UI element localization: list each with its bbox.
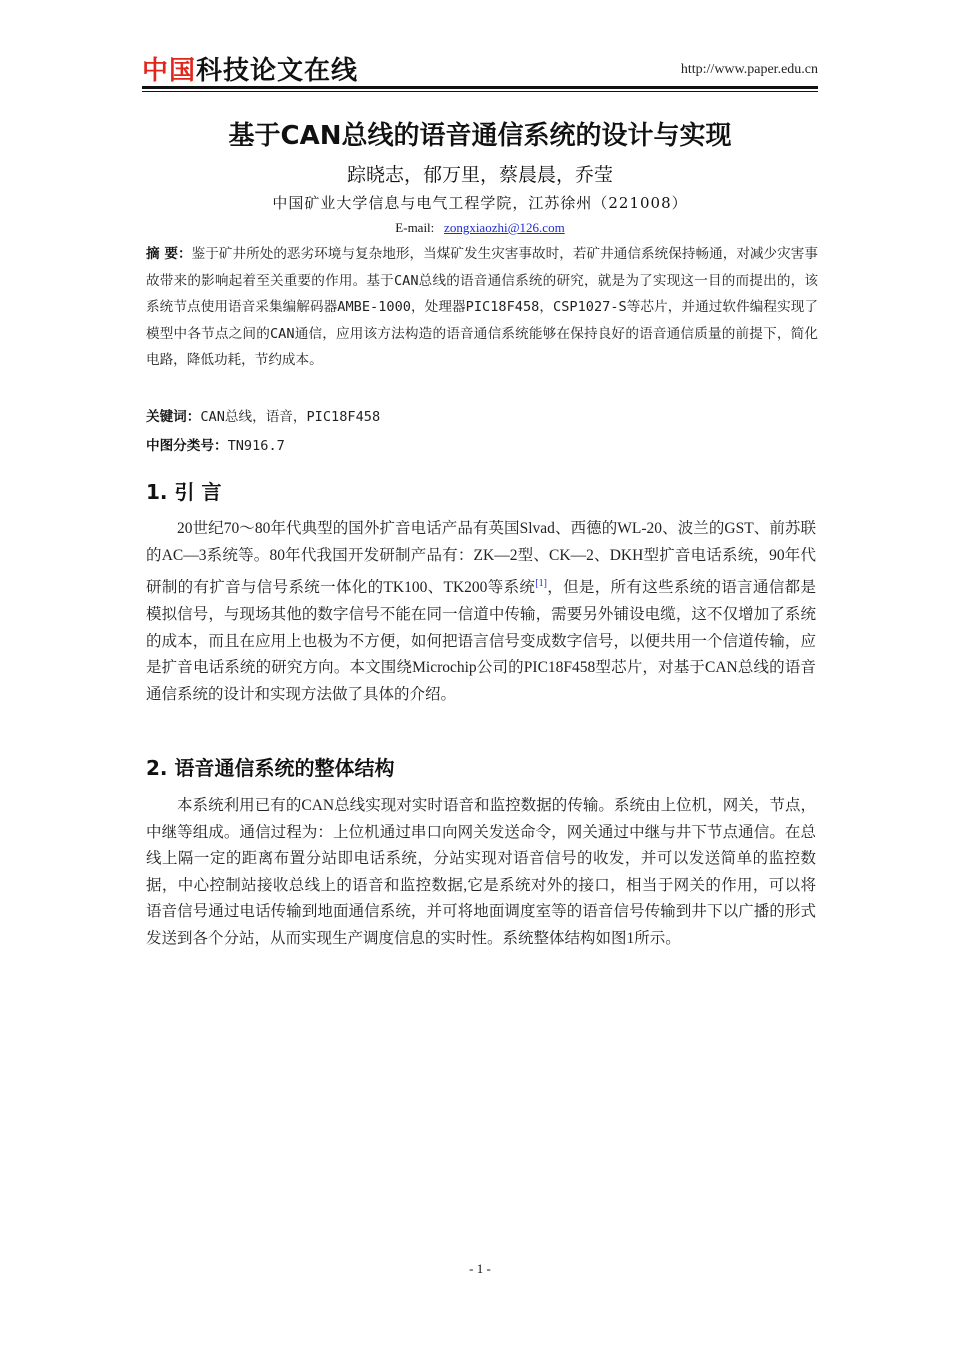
keywords-label: 关键词： <box>146 409 201 425</box>
paper-email <box>100 220 860 236</box>
email-link[interactable]: zongxiaozhi@126.com <box>444 220 565 235</box>
section-2-paragraph: 本系统利用已有的CAN总线实现对实时语音和监控数据的传输。系统由上位机，网关，节点，中继等组成。通信过程为：上位机通过串口向网关发送命令，网关通过中继与井下节点通信。在总线上隔一定的距离布置分站即电话系统，分站实现对语音信号的收发，并可以发送简单的监控数据，中心控制站接收总线上的语音和监控数据,它是系统对外的接口，相当于网关的作用，可以将语音信号通过电话传输到地面通信系统，并可将地面调度室等的语音信号传输到井下以广播的形式发送到各个分站，从而实现生产调度信息的实时性。系统整体结构如图1所示。 <box>146 797 816 947</box>
section-2-heading: 2. 语音通信系统的整体结构 <box>146 756 395 780</box>
header-url[interactable]: http://www.paper.edu.cn <box>680 62 818 77</box>
paper-affiliation: 中国矿业大学信息与电气工程学院，江苏徐州（221008） <box>272 194 688 212</box>
logo-red-text: 中国 <box>142 56 197 86</box>
page-number: - 1 - <box>469 1261 491 1276</box>
section-1-text-b: ，但是，所有这些系统的语言通信都是模拟信号，与现场其他的数字信号不能在同一信道中传输，需要另外铺设电缆，这不仅增加了系统的成本，而且在应用上也极为不方便，如何把语言信号变成数字信号，以便共用一个信道传输，应是扩音电话系统的研究方向。本文围绕Microchip公司的PIC18F458型芯片，对基于CAN总线的语音通信系统的设计和实现方法做了具体的介绍。 <box>146 579 816 703</box>
abstract-label: 摘 要： <box>146 246 192 262</box>
logo-black-text: 科技论文在线 <box>196 56 359 86</box>
site-logo <box>142 50 358 87</box>
classification-label: 中图分类号： <box>146 438 228 454</box>
header-rule-thin <box>142 91 818 92</box>
abstract <box>146 241 818 374</box>
reference-link[interactable]: [1] <box>535 578 547 590</box>
classification <box>146 434 285 454</box>
classification-text: TN916.7 <box>227 438 285 454</box>
section-1-heading: 1. 引 言 <box>146 480 222 504</box>
abstract-text: 鉴于矿井所处的恶劣环境与复杂地形，当煤矿发生灾害事故时，若矿井通信系统保持畅通，对减少灾害事故带来的影响起着至关重要的作用。基于CAN总线的语音通信系统的研究，就是为了实现这一目的而提出的，该系统节点使用语音采集编解码器AMBE-1000，处理器PIC18F458，CSP1027-S等芯片，并通过软件编程实现了模型中各节点之间的CAN通信，应用该方法构造的语音通信系统能够在保持良好的语音通信质量的前提下，简化电路，降低功耗，节约成本。 <box>146 246 818 368</box>
header-rule <box>142 86 818 89</box>
paper-title: 基于CAN总线的语音通信系统的设计与实现 <box>228 121 732 151</box>
keywords <box>146 405 380 425</box>
paper-authors: 踪晓志，郁万里，蔡晨晨，乔莹 <box>346 164 613 186</box>
keywords-text: CAN总线，语音，PIC18F458 <box>200 409 381 425</box>
page-header <box>142 44 818 84</box>
section-1-text-a: 20世纪70～80年代典型的国外扩音电话产品有英国Slvad、西德的WL-20、波兰的GST、前苏联的AC—3系统等。80年代我国开发研制产品有：ZK—2型、CK—2、DKH型扩音电话系统，90年代研制的有扩音与信号系统一体化的TK100、TK200等系统 <box>146 520 816 597</box>
email-label: E-mail: <box>395 220 435 235</box>
section-1-paragraph <box>146 516 816 708</box>
